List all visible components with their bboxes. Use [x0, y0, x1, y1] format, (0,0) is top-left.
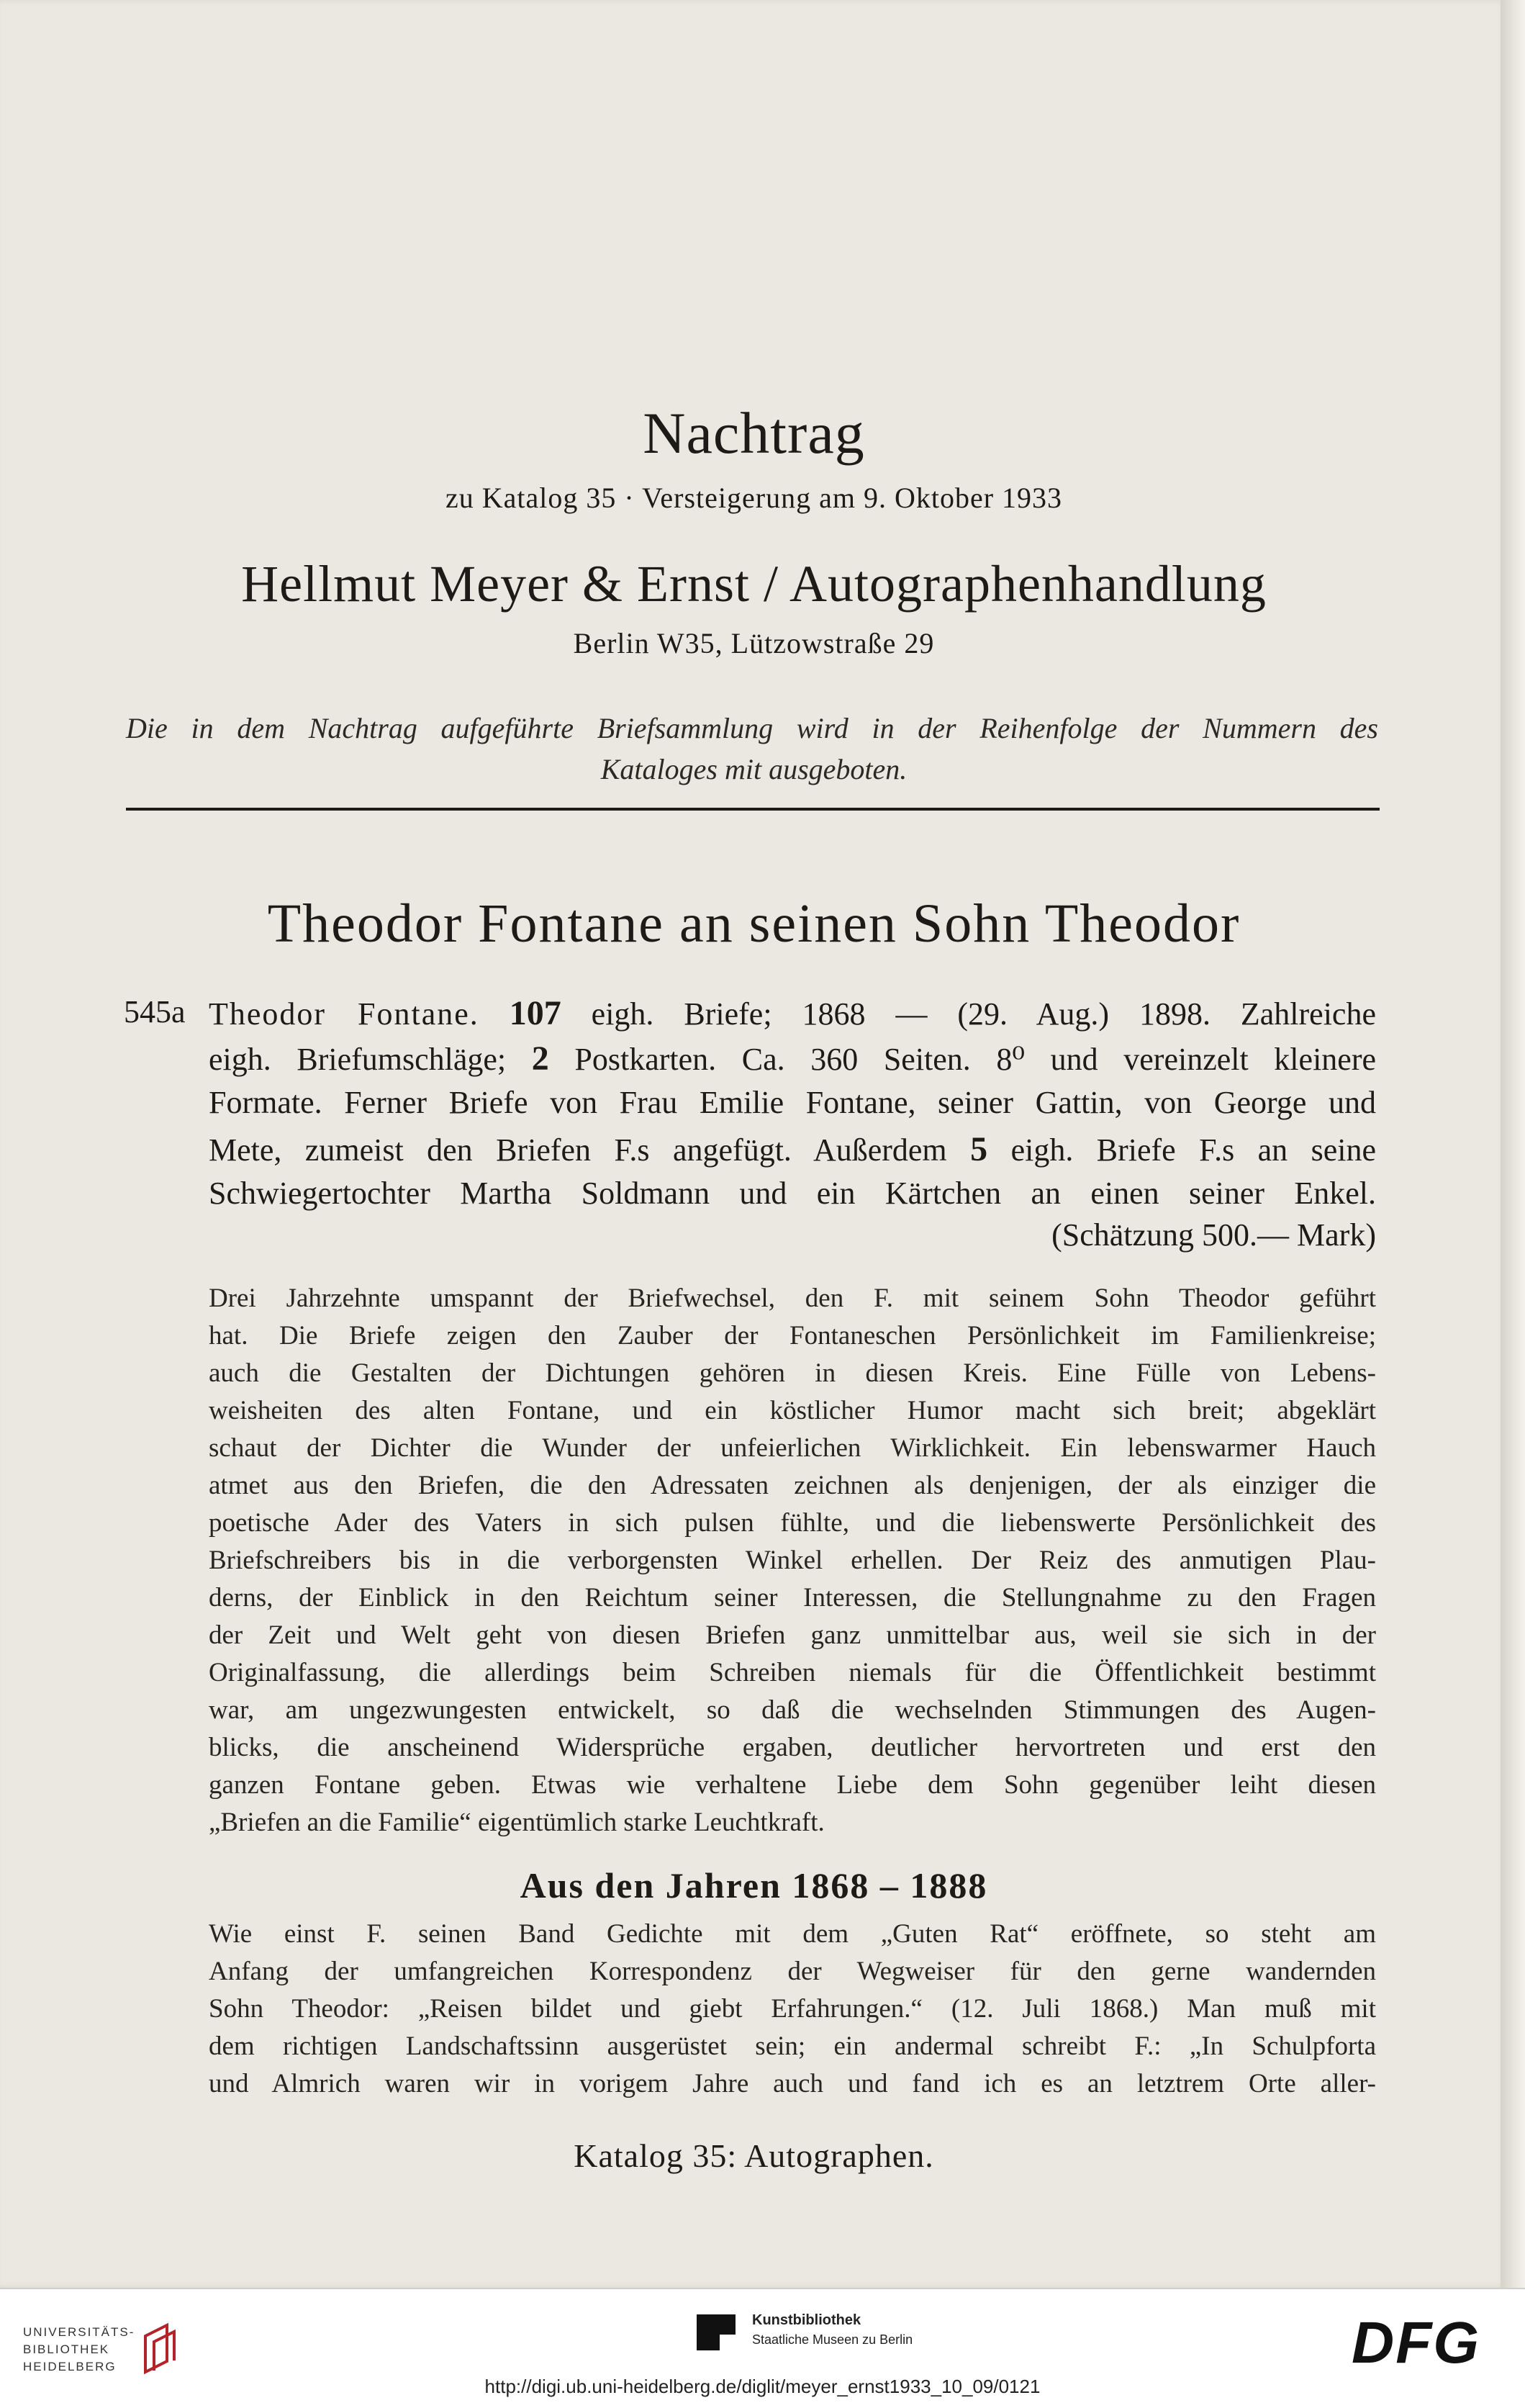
ub-logo-text: BIBLIOTHEK [23, 2342, 110, 2356]
description-line: der Zeit und Welt geht von diesen Briefen ganz unmittelbar aus, weil sie sich in der [209, 1620, 1376, 1650]
subsection-line: Anfang der umfangreichen Korrespondenz der Wegweiser für den gerne wandernden [209, 1957, 1376, 1986]
kunstbibliothek-logo-icon[interactable] [691, 2307, 741, 2358]
permalink-url[interactable]: http://digi.ub.uni-heidelberg.de/diglit/meyer_ernst1933_10_09/0121 [484, 2376, 1041, 2397]
subsection-line: Wie einst F. seinen Band Gedichte mit dem „Guten Rat“ eröffnete, so steht am [209, 1919, 1376, 1949]
description-line: Briefschreibers bis in die verborgensten Winkel erhellen. Der Reiz des anmutigen Plau- [209, 1546, 1376, 1575]
subsection-line: und Almrich waren wir in vorigem Jahre auch und fand ich es an letztrem Orte aller- [209, 2069, 1376, 2098]
lot-count: 107 [509, 994, 561, 1032]
section-heading: Theodor Fontane an seinen Sohn Theodor [267, 893, 1241, 954]
lot-text: eigh. Briefumschläge; [209, 1042, 507, 1077]
description-line: weisheiten des alten Fontane, und ein köstlicher Humor macht sich breit; abgeklärt [209, 1396, 1376, 1425]
firm-address: Berlin W35, Lützowstraße 29 [573, 627, 935, 659]
ub-heidelberg-logo-icon[interactable] [138, 2322, 181, 2379]
firm-name: Hellmut Meyer & Ernst / Autographenhandlung [241, 555, 1267, 613]
kunstbibliothek-title: Kunstbibliothek [752, 2312, 861, 2328]
catalog-subtitle: zu Katalog 35 · Versteigerung am 9. Oktober 1933 [445, 482, 1063, 514]
lot-count: 5 [970, 1130, 988, 1168]
lot-line [209, 993, 1376, 1033]
description-line: ganzen Fontane geben. Etwas wie verhaltene Liebe dem Sohn gegenüber leiht diesen [209, 1770, 1376, 1800]
ub-logo-text: HEIDELBERG [23, 2360, 117, 2373]
page-title: Nachtrag [643, 400, 865, 466]
lot-line [209, 1129, 1376, 1169]
lot-number: 545a [124, 994, 186, 1029]
intro-note-line: Die in dem Nachtrag aufgeführte Briefsammlung wird in der Reihenfolge der Nummern des [126, 712, 1378, 744]
description-line: Originalfassung, die allerdings beim Schreiben niemals für die Öffentlichkeit bestimmt [209, 1658, 1376, 1687]
dfg-logo[interactable]: DFG [1352, 2310, 1481, 2376]
lot-author: Theodor Fontane. [209, 996, 479, 1032]
intro-note-line: Kataloges mit ausgeboten. [600, 753, 908, 785]
lot-line: Schwiegertochter Martha Soldmann und ein Kärtchen an einen seiner Enkel. [209, 1176, 1376, 1211]
description-line: schaut der Dichter die Wunder der unfeierlichen Wirklichkeit. Ein lebenswarmer Hauch [209, 1433, 1376, 1463]
subsection-line: Sohn Theodor: „Reisen bildet und giebt Erfahrungen.“ (12. Juli 1868.) Man muß mit [209, 1994, 1376, 2024]
lot-estimate: (Schätzung 500.— Mark) [1051, 1217, 1376, 1253]
page-footer-caption: Katalog 35: Autographen. [574, 2137, 934, 2174]
lot-text: Mete, zumeist den Briefen F.s angefügt. Außerdem [209, 1132, 947, 1168]
description-line: blicks, die anscheinend Widersprüche ergaben, deutlicher hervortreten und erst den [209, 1733, 1376, 1762]
description-line: „Briefen an die Familie“ eigentümlich starke Leuchtkraft. [209, 1808, 825, 1837]
subsection-line: dem richtigen Landschaftssinn ausgerüstet sein; ein andermal schreibt F.: „In Schulpforta [209, 2032, 1376, 2061]
description-line: Drei Jahrzehnte umspannt der Briefwechsel, den F. mit seinem Sohn Theodor geführt [209, 1284, 1376, 1313]
lot-count: 2 [531, 1040, 549, 1078]
description-line: auch die Gestalten der Dichtungen gehören in diesen Kreis. Eine Fülle von Lebens- [209, 1358, 1376, 1388]
description-line: war, am ungezwungesten entwickelt, so daß die wechselnden Stimmungen des Augen- [209, 1695, 1376, 1725]
description-line: derns, der Einblick in den Reichtum seiner Interessen, die Stellungnahme zu den Fragen [209, 1583, 1376, 1613]
kunstbibliothek-subtitle: Staatliche Museen zu Berlin [752, 2332, 913, 2347]
description-line: poetische Ader des Vaters in sich pulsen fühlte, und die liebenswerte Persönlichkeit des [209, 1508, 1376, 1538]
lot-line: Formate. Ferner Briefe von Frau Emilie Fontane, seiner Gattin, von George und [209, 1085, 1376, 1120]
page-edge [1501, 0, 1525, 2288]
divider-rule [126, 808, 1380, 811]
description-line: atmet aus den Briefen, die den Adressaten zeichnen als denjenigen, der als einziger die [209, 1471, 1376, 1500]
lot-text: Postkarten. Ca. 360 Seiten. 8⁰ und vereinzelt kleinere [574, 1042, 1376, 1077]
description-line: hat. Die Briefe zeigen den Zauber der Fontaneschen Persönlichkeit im Familienkreise; [209, 1321, 1376, 1350]
subsection-heading: Aus den Jahren 1868 – 1888 [520, 1865, 988, 1906]
lot-text: eigh. Briefe F.s an seine [1010, 1132, 1377, 1168]
lot-text: eigh. Briefe; 1868 — (29. Aug.) 1898. Zahlreiche [591, 996, 1376, 1032]
ub-logo-text: UNIVERSITÄTS- [23, 2325, 135, 2339]
lot-line [209, 1039, 1376, 1078]
